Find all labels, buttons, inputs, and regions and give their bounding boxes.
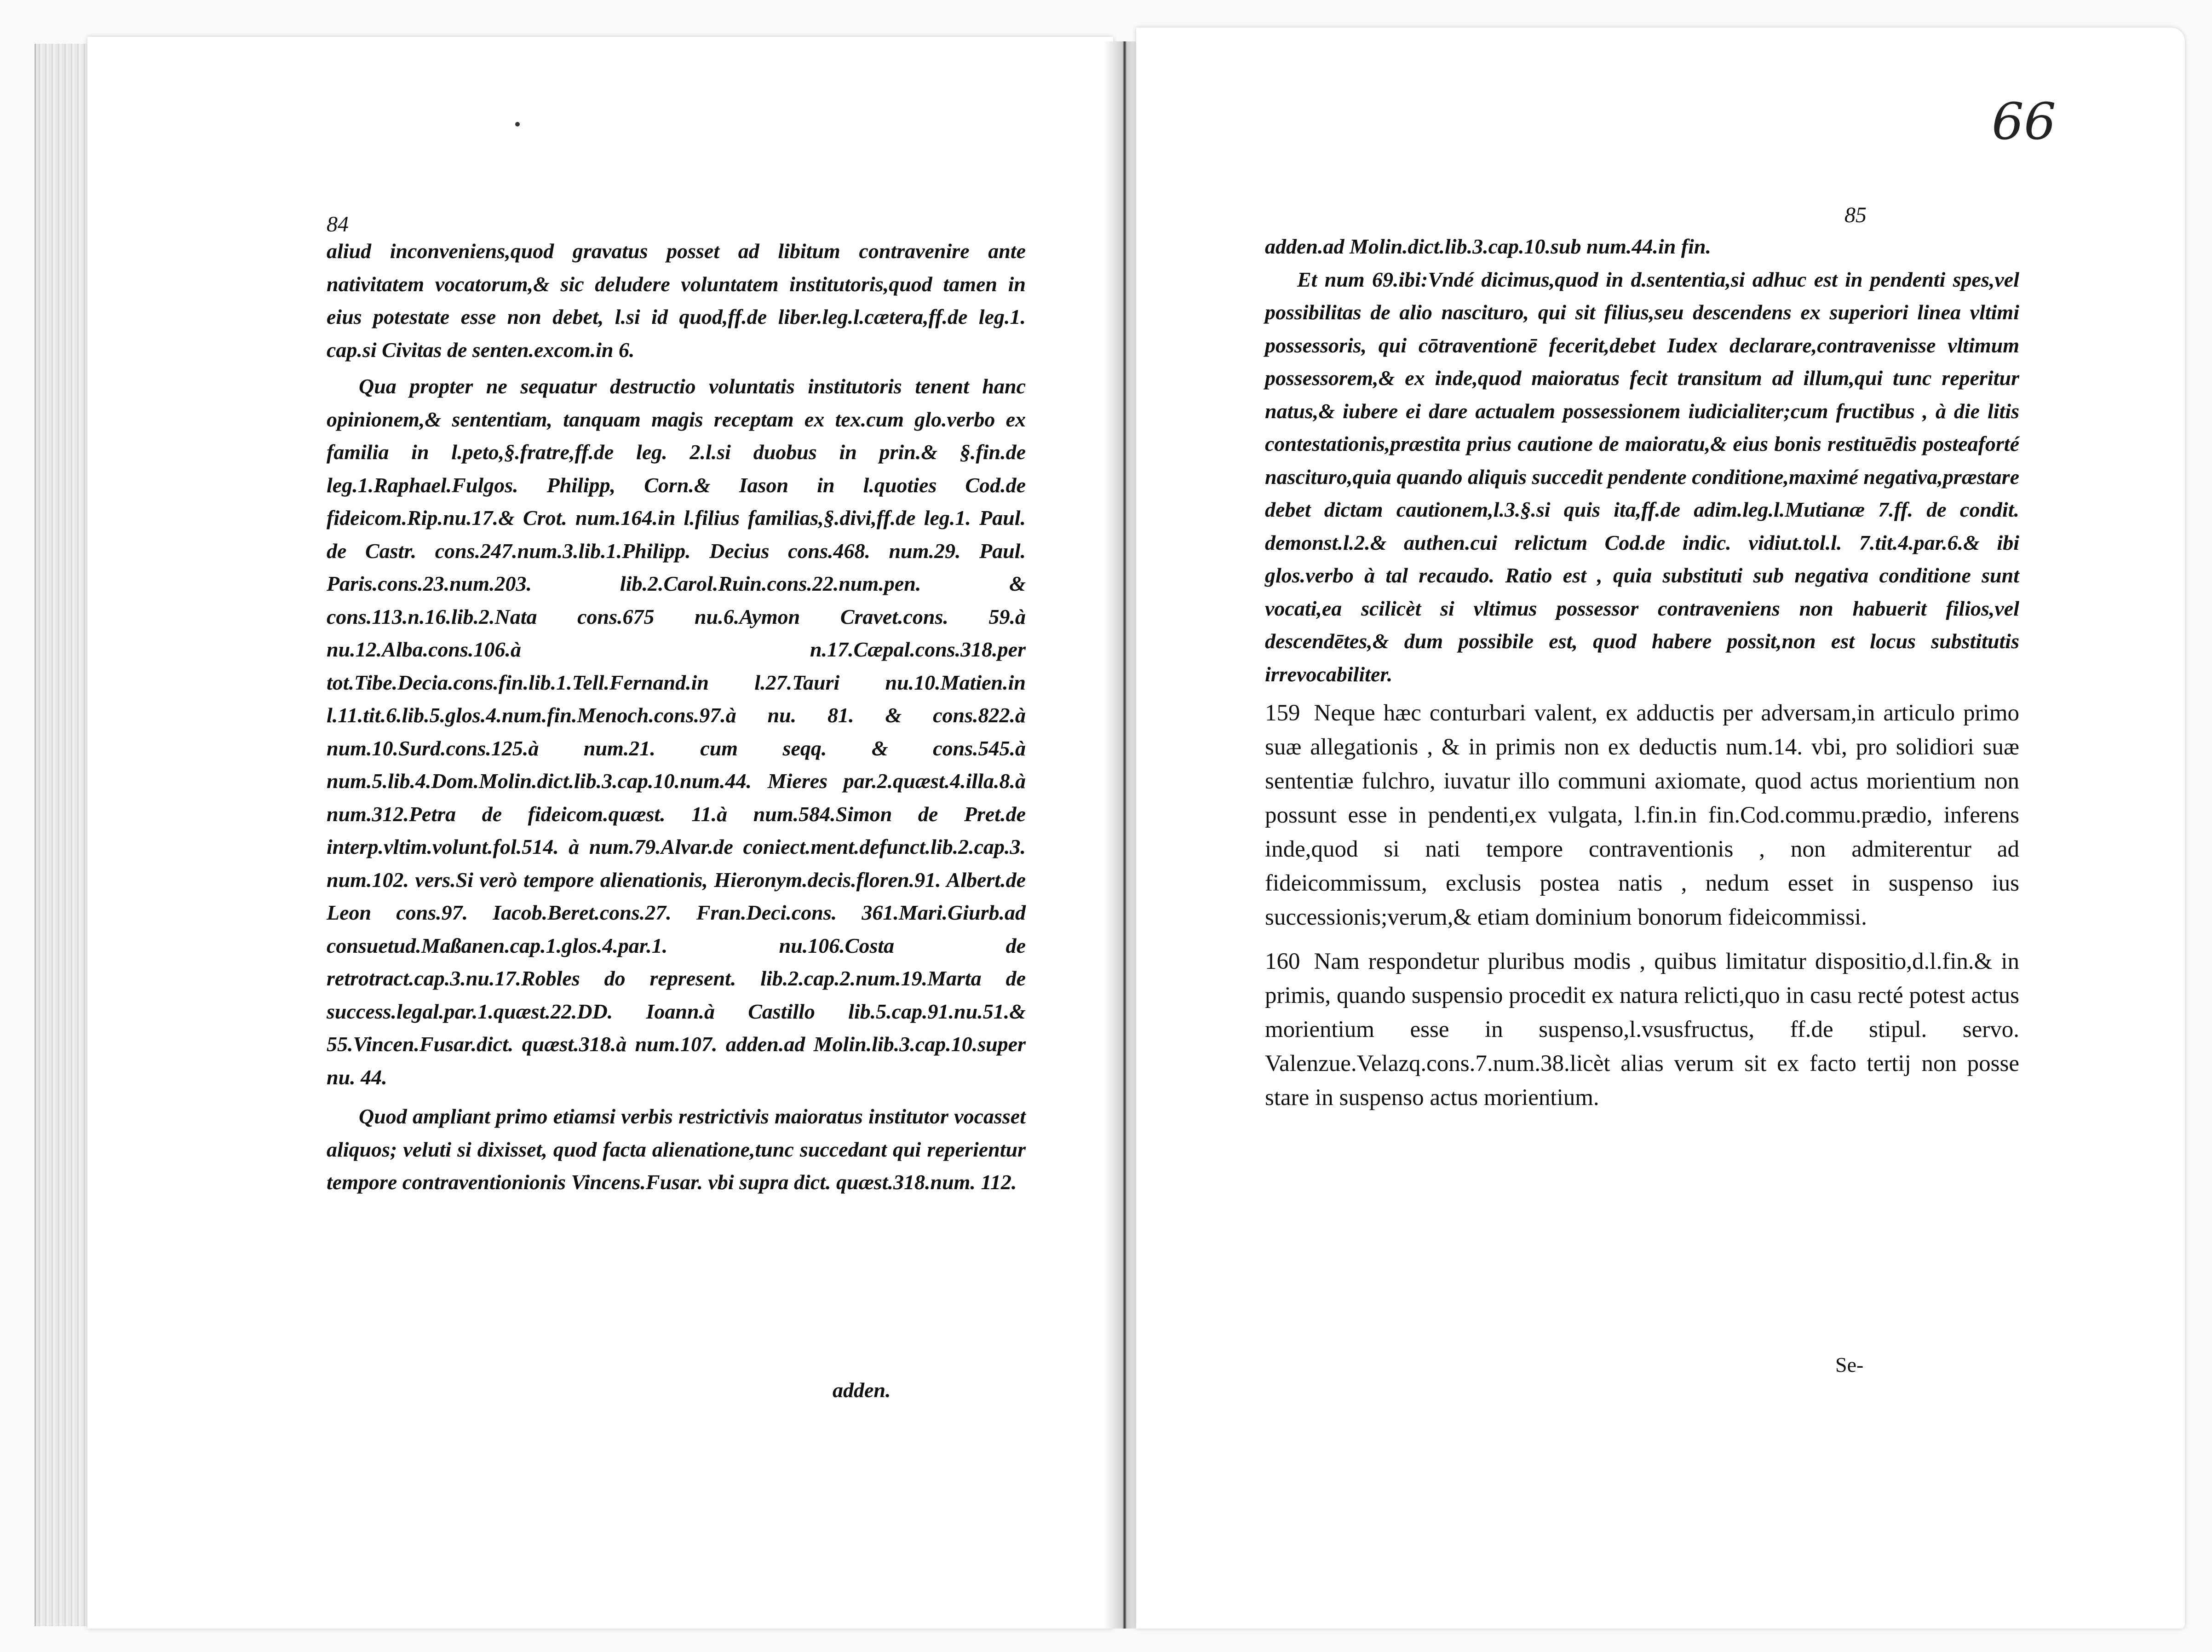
folio-number: 66 bbox=[1992, 92, 2056, 151]
left-catchword: adden. bbox=[833, 1378, 891, 1402]
left-page bbox=[87, 37, 1113, 1629]
numbered-paragraph bbox=[1265, 944, 2019, 1115]
right-page bbox=[1136, 28, 2185, 1629]
right-catchword: Se- bbox=[1835, 1353, 1864, 1376]
right-italic-paragraph: adden.ad Molin.dict.lib.3.cap.10.sub num.44.in fin. bbox=[1265, 235, 1711, 258]
left-paragraph: Qua propter ne sequatur destructio voluntatis institutoris tenent hanc opinionem,& sententiam, tanquam magis receptam ex tex.cum glo.verbo ex familia in l.peto,§.fratre,ff.de leg. 2.l.si duobus in prin.& §.fin.de leg.1.Raphael.Fulgos. Philipp, Corn.& Iason in l.quoties Cod.de fideicom.Rip.nu.17.& Crot. num.164.in l.filius familias,§.divi,ff.de leg.1. Paul. de Castr. cons.247.num.3.lib.1.Philipp. Decius cons.468. num.29. Paul. Paris.cons.23.num.203. lib.2.Carol.Ruin.cons.22.num.pen. & cons.113.n.16.lib.2.Nata cons.675 nu.6.Aymon Cravet.cons. 59.à nu.12.Alba.cons.106.à n.17.Cæpal.cons.318.per tot.Tibe.Decia.cons.fin.lib.1.Tell.Fernand.in l.27.Tauri nu.10.Matien.in l.11.tit.6.lib.5.glos.4.num.fin.Menoch.cons.97.à nu. 81. & cons.822.à num.10.Surd.cons.125.à num.21. cum seqq. & cons.545.à num.5.lib.4.Dom.Molin.dict.lib.3.cap.10.num.44. Mieres par.2.quæst.4.illa.8.à num.312.Petra de fideicom.quæst. 11.à num.584.Simon de Pret.de interp.vltim.volunt.fol.514. à num.79.Alvar.de coniect.ment.defunct.lib.2.cap.3. num.102. vers.Si verò tempore alienationis, Hieronym.decis.floren.91. Albert.de Leon cons.97. Iacob.Beret.cons.27. Fran.Deci.cons. 361.Mari.Giurb.ad consuetud.Maßanen.cap.1.glos.4.par.1. nu.106.Costa de retrotract.cap.3.nu.17.Robles do represent. lib.2.cap.2.num.19.Marta de success.legal.par.1.quæst.22.DD. Ioann.à Castillo lib.5.cap.91.nu.51.& 55.Vincen.Fusar.dict. quæst.318.à num.107. adden.ad Molin.lib.3.cap.10.super nu. 44. bbox=[327, 374, 1026, 1089]
left-paragraph: aliud inconveniens,quod gravatus posset ad libitum contravenire ante nativitatem vocatorum,& sic deludere voluntatem institutoris,quod tamen in eius potestate esse non debet, l.si id quod,ff.de liber.leg.l.cætera,ff.de leg.1. cap.si Civitas de senten.excom.in 6. bbox=[327, 239, 1026, 362]
paragraph-number: 160 bbox=[1265, 949, 1300, 974]
paragraph-number: 159 bbox=[1265, 700, 1300, 726]
right-text-column bbox=[1265, 230, 2019, 1115]
left-paragraph: Quod ampliant primo etiamsi verbis restrictivis maioratus institutor vocasset aliquos; veluti si dixisset, quod facta alienatione,tunc succedant qui reperientur tempore contraventionionis Vincens.Fusar. vbi supra dict. quæst.318.num. 112. bbox=[327, 1105, 1026, 1194]
ink-speck bbox=[515, 122, 520, 127]
numbered-paragraph bbox=[1265, 696, 2019, 934]
right-page-number: 85 bbox=[1844, 203, 1867, 227]
right-italic-paragraph: Et num 69.ibi:Vndé dicimus,quod in d.sententia,si adhuc est in pendenti spes,vel possibilitas de alio nasciturо, qui sit filius,seu descendens ex superiori linea vltimi possessoris, qui cōtraventionē fecerit,debet Iudex declarare,contravenisse vltimum possessorem,& ex inde,quod maioratus fecit transitum ad illum,qui tunc reperitur natus,& iubere ei dare actualem possessionem iudicialiter;cum fructibus , à die litis contestationis,præstita prius cautione de maioratu,& eius bonis restituēdis posteaforté nascituro,quia quando aliquis succedit pendente conditione,maximé negativa,præstare debet dictam cautionem,l.3.§.si quis ita,ff.de adim.leg.l.Mutianæ 7.ff. de condit. demonst.l.2.& authen.cui relictum Cod.de indic. vidiut.tol.l. 7.tit.4.par.6.& ibi glos.verbo à tal recaudo. Ratio est , quia substituti sub negativa conditione sunt vocati,ea scilicèt si vltimus possessor contraveniens non habuerit filios,vel descendētes,& dum possibile est, quod habere possit,non est locus substitutis irrevocabiliter. bbox=[1265, 267, 2019, 686]
left-text-column bbox=[327, 235, 1026, 1199]
left-page-number: 84 bbox=[327, 212, 349, 236]
book-fore-edge bbox=[34, 44, 91, 1626]
paragraph-text: Nam respondetur pluribus modis , quibus limitatur dispositio,d.l.fin.& in primis, quando suspensio procedit ex natura relicti,quo in casu recté potest actus morientium esse in suspenso,l.vsusfructus, ff.de stipul. servo. Valenzue.Velazq.cons.7.num.38.licèt alias verum sit ex facto tertij non posse stare in suspenso actus morientium. bbox=[1265, 949, 2019, 1111]
paragraph-text: Neque hæc conturbari valent, ex adductis per adversam,in articulo primo suæ allegationis , & in primis non ex deductis num.14. vbi, pro solidiori suæ sententiæ fulchro, iuvatur illo communi axiomate, quod actus morientium non possunt esse in pendenti,ex vulgata, l.fin.in fin.Cod.commu.prædio, inferens inde,quod si nati tempore contraventionis , non admiterentur ad fideicommissum, exclusis postea natis , nedum esset in suspenso ius successionis;verum,& etiam dominium bonorum fideicommissi. bbox=[1265, 700, 2019, 930]
